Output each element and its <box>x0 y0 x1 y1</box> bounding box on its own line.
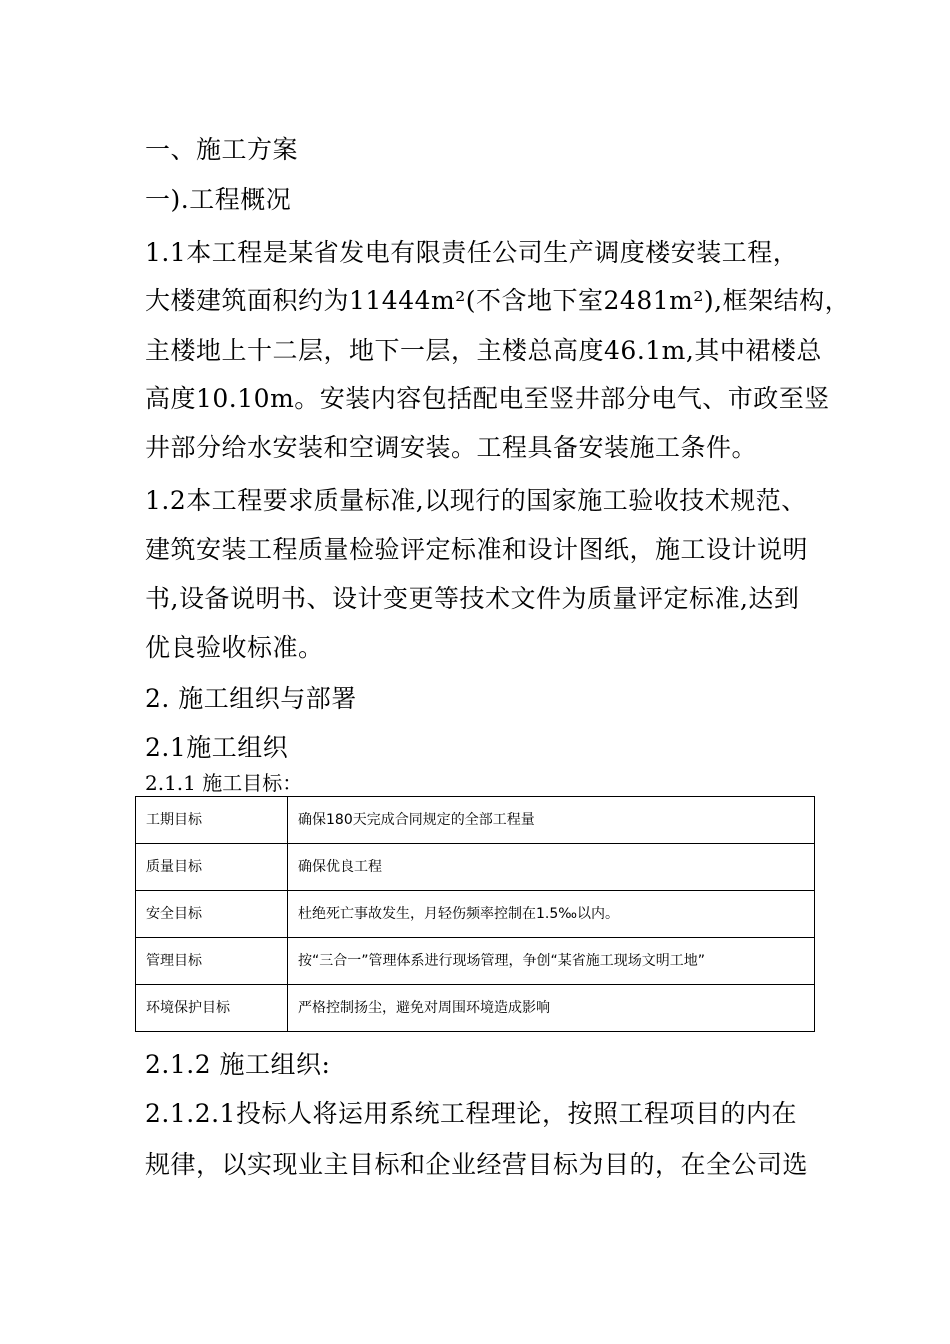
table-cell-label: 质量目标 <box>136 844 288 891</box>
subsection-heading: 一).工程概况 <box>145 185 292 214</box>
subsection-heading: 2.1施工组织 <box>145 733 289 762</box>
table-row <box>136 985 815 1032</box>
section-heading: 一、施工方案 <box>145 135 299 164</box>
table-cell-value: 杜绝死亡事故发生，月轻伤频率控制在1.5‰以内。 <box>288 891 815 938</box>
table-row <box>136 797 815 844</box>
table-cell-label: 管理目标 <box>136 938 288 985</box>
section-heading: 2. 施工组织与部署 <box>145 684 357 713</box>
targets-table <box>135 796 815 1032</box>
table-cell-label: 环境保护目标 <box>136 985 288 1032</box>
paragraph-line: 井部分给水安装和空调安装。工程具备安装施工条件。 <box>145 433 758 462</box>
paragraph-line: 1.2本工程要求质量标准,以现行的国家施工验收技术规范、 <box>145 486 807 515</box>
table-row <box>136 938 815 985</box>
table-cell-label: 工期目标 <box>136 797 288 844</box>
table-caption: 2.1.1 施工目标： <box>145 771 303 795</box>
paragraph-line: 书,设备说明书、设计变更等技术文件为质量评定标准,达到 <box>145 584 800 613</box>
paragraph-line: 优良验收标准。 <box>145 633 324 662</box>
table-cell-value: 按“三合一”管理体系进行现场管理，争创“某省施工现场文明工地” <box>288 938 815 985</box>
table-row <box>136 891 815 938</box>
table-cell-value: 严格控制扬尘，避免对周围环境造成影响 <box>288 985 815 1032</box>
paragraph-line: 规律，以实现业主目标和企业经营目标为目的，在全公司选 <box>145 1150 809 1179</box>
table-cell-value: 确保优良工程 <box>288 844 815 891</box>
table-row <box>136 844 815 891</box>
paragraph-line: 1.1本工程是某省发电有限责任公司生产调度楼安装工程， <box>145 238 799 267</box>
paragraph-line: 大楼建筑面积约为11444m²(不含地下室2481m²),框架结构， <box>145 286 851 315</box>
paragraph-line: 建筑安装工程质量检验评定标准和设计图纸，施工设计说明 <box>145 535 809 564</box>
paragraph-line: 2.1.2.1投标人将运用系统工程理论，按照工程项目的内在 <box>145 1099 797 1128</box>
table-cell-label: 安全目标 <box>136 891 288 938</box>
subsection-heading: 2.1.2 施工组织: <box>145 1050 331 1079</box>
table-cell-value: 确保180天完成合同规定的全部工程量 <box>288 797 815 844</box>
paragraph-line: 主楼地上十二层，地下一层，主楼总高度46.1m,其中裙楼总 <box>145 336 822 365</box>
paragraph-line: 高度10.10m。安装内容包括配电至竖井部分电气、市政至竖 <box>145 384 830 413</box>
